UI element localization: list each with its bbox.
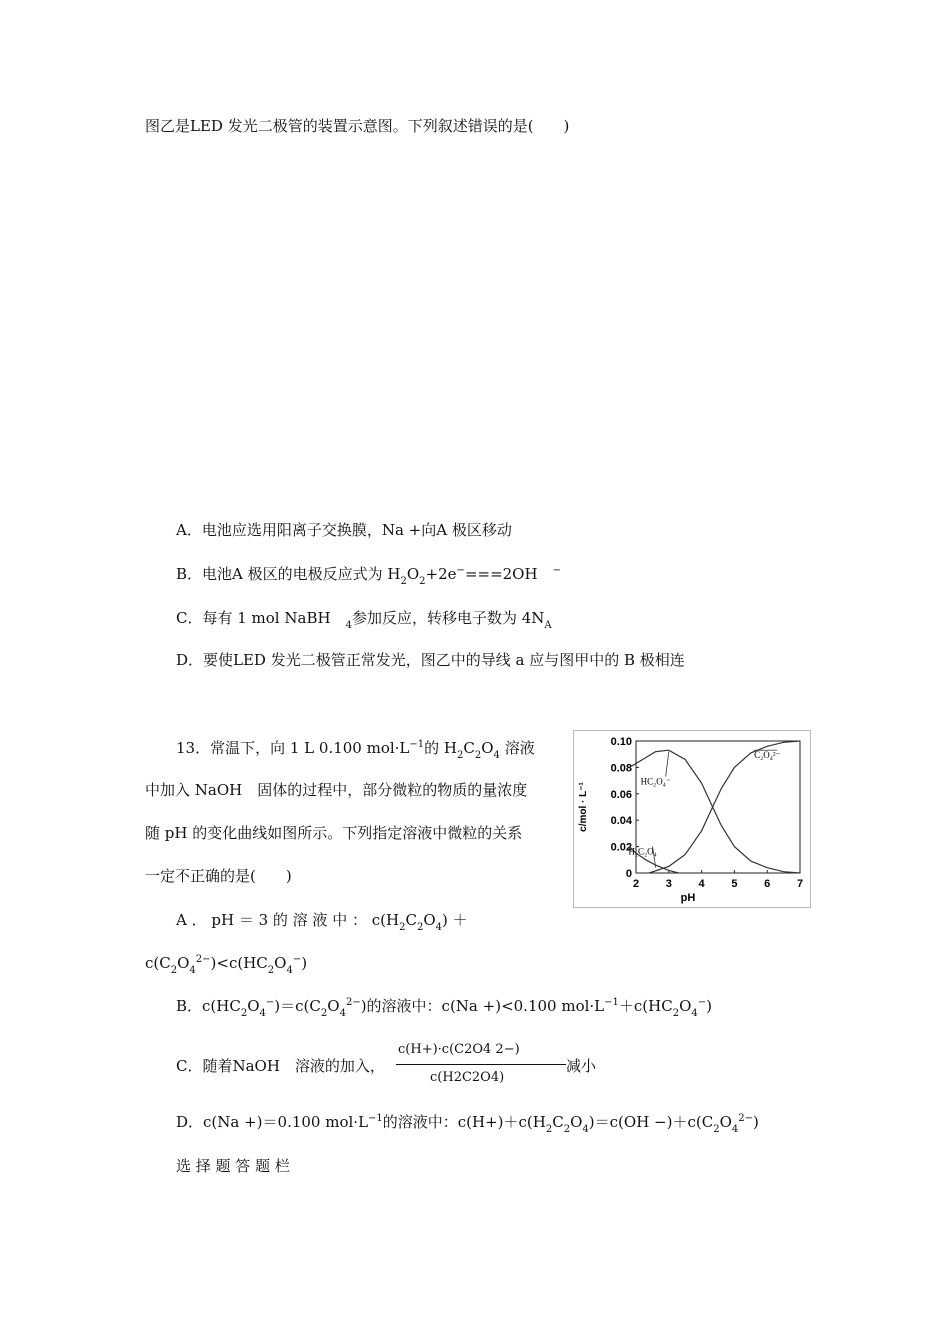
q12-b-tail: ===2OH — [464, 565, 538, 583]
q13-option-c-suffix: 减小 — [566, 1057, 597, 1075]
y-tick-label: 0.10 — [610, 736, 632, 748]
q13-b-mid2: )的溶液中：c(Na +)<0.100 mol·L — [360, 997, 605, 1015]
y-tick-label: 0.02 — [610, 841, 632, 854]
x-tick-label: 6 — [764, 878, 771, 890]
q13-d-end: ) — [753, 1113, 759, 1131]
q13-a-line2-end: ) — [301, 954, 308, 972]
q12-option-c: C．每有 1 mol NaBH $_4$参加反应，转移电子数为 $4N_A$ — [176, 609, 552, 631]
q12-option-d: D．要使LED 发光二极管正常发光，图乙中的导线 a 应与图甲中的 B 极相连 — [176, 651, 685, 669]
q13-option-c-fraction-bar — [396, 1064, 566, 1065]
q12-option-b: B．电池A 极区的电极反应式为 $H_2O_2+2e^-===2OH$ − — [176, 565, 561, 587]
series-label-1: HC₂O₄⁻ — [640, 776, 671, 787]
q13-option-c-denominator: c(H2C2O4) — [430, 1070, 505, 1085]
y-tick-label: 0.04 — [610, 815, 632, 828]
x-tick-label: 7 — [796, 878, 804, 890]
plot-frame — [636, 741, 800, 873]
q13-stem-end: 溶液 — [504, 739, 535, 757]
q13-b-end: ) — [706, 997, 712, 1015]
q12-c-prefix: C．每有 1 mol NaBH — [176, 609, 331, 627]
q13-stem-line3: 随 pH 的变化曲线如图所示。下列指定溶液中微粒的关系 — [145, 824, 523, 842]
q13-a-line1-end: ) ＋ — [442, 911, 468, 929]
q13-d-prefix: D．c(Na +)＝0.100 mol·L — [176, 1113, 369, 1131]
q13-stem-prefix: 13．常温下，向 1 L 0.100 mol·L — [176, 739, 410, 757]
intro-line: 图乙是LED 发光二极管的装置示意图。下列叙述错误的是( ) — [145, 117, 570, 135]
q12-c-sub: A — [544, 620, 552, 631]
q12-b-mid: +2e — [425, 565, 457, 583]
series-label-2: C₂O₄²⁻ — [754, 750, 781, 761]
q12-option-a: A．电池应选用阳离子交换膜，Na +向A 极区移动 — [176, 521, 512, 539]
q13-option-b: B．$c(HC_2O_4^-)=c(C_2O_4^{2-})$的溶液中：c(Na +)<0.100 $mol\cdot L^{-1}+c(HC_2O_4^-)$ — [176, 997, 712, 1019]
x-tick-label: 2 — [632, 878, 640, 890]
x-tick-label: 3 — [665, 878, 672, 890]
q13-option-d: D．c(Na +)＝0.100 $mol\cdot L^{-1}$的溶液中：$c(H+)+c(H_2C_2O_4)=c(OH -)+c(C_2O_4^{2-})$ — [176, 1113, 759, 1135]
q13-d-mid: 的溶液中：c(H+)＋c(H — [382, 1113, 546, 1131]
q13-b-prefix: B．c(HC — [176, 997, 241, 1015]
q13-stem-line4: 一定不正确的是( ) — [145, 867, 292, 885]
q13-a-line1: A ． pH ＝ 3 的 溶 液 中 ： c(H — [176, 911, 400, 929]
x-axis-label: pH — [680, 892, 696, 904]
y-tick-label: 0.08 — [610, 762, 632, 775]
y-tick-label: 0 — [625, 868, 632, 880]
series-line-2 — [649, 741, 800, 873]
answer-bar-heading: 选 择 题 答 题 栏 — [176, 1157, 290, 1175]
q13-option-c-numerator: c(H+)·c(C2O4 2−) — [398, 1042, 520, 1057]
y-axis-label: c/mol · L⁻¹ — [578, 782, 589, 832]
series-leader-1 — [666, 752, 669, 777]
q13-b-mid1: )＝c(C — [274, 997, 321, 1015]
y-tick-label: 0.06 — [610, 788, 632, 801]
q12-b-prefix: B．电池A 极区的电极反应式为 H — [176, 565, 401, 583]
speciation-chart-svg — [574, 731, 810, 907]
q13-d-mid2: )＝c(OH −)＋c(C — [588, 1113, 714, 1131]
q13-option-a-line2: $c(C_2O_4^{2-})<c(HC_2O_4^-)$ — [145, 954, 308, 976]
q13-stem-suffix: 的 H — [424, 739, 457, 757]
q13-a-line2-mid: )<c(HC — [210, 954, 268, 972]
q13-option-a-line1: A ． pH ＝ 3 的 溶 液 中 ： $c(H_2C_2O_4)$ ＋ — [176, 911, 468, 933]
q13-b-mid3: ＋c(HC — [618, 997, 673, 1015]
q13-a-line2-prefix: c(C — [145, 954, 171, 972]
x-tick-label: 4 — [698, 878, 705, 890]
x-tick-label: 5 — [731, 878, 738, 890]
q13-option-c-prefix: C．随着NaOH 溶液的加入， — [176, 1057, 385, 1075]
q12-c-mid: 参加反应，转移电子数为 4N — [351, 609, 545, 627]
q13-stem-line1: 13．常温下，向 1 L 0.100 $mol\cdot L^{-1}$的 $H_2C_2O_4$ 溶液 — [176, 739, 535, 761]
series-label-0: H₂C₂O₄ — [628, 846, 657, 857]
q13-stem-line2: 中加入 NaOH 固体的过程中，部分微粒的物质的量浓度 — [145, 781, 528, 799]
speciation-chart — [573, 730, 811, 908]
q13-stem-sup: −1 — [409, 739, 425, 750]
